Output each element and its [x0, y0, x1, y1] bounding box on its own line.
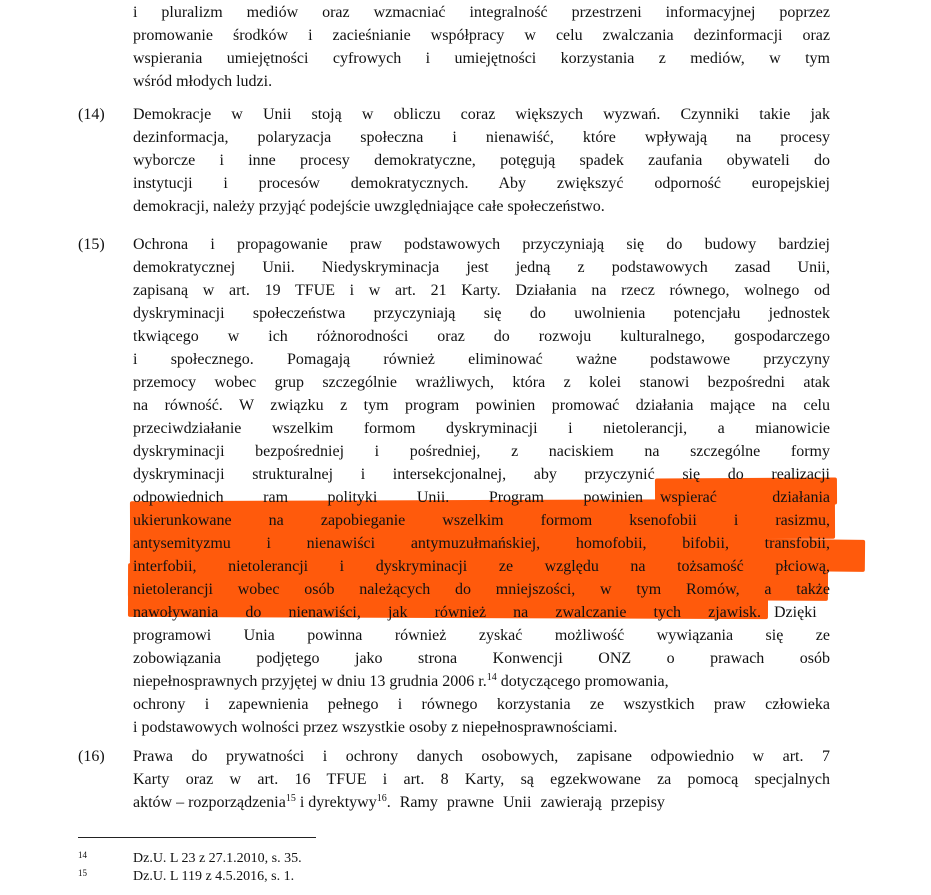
text-line: Dzięki — [774, 604, 817, 621]
text-line: zapisaną w art. 19 TFUE i w art. 21 Karty. Działania na rzecz równego, wolnego od — [133, 282, 830, 299]
footnote-text: Dz.U. L 23 z 27.1.2010, s. 35. — [133, 851, 302, 866]
text-line: zobowiązania podjętego jako strona Konwencji ONZ o prawach osób — [133, 650, 830, 667]
footnote-ref[interactable]: 15 — [285, 793, 296, 804]
text-line: wśród młodych ludzi. — [133, 73, 273, 90]
text-line: wspierania umiejętności cyfrowych i umiejętności korzystania z mediów, w tym — [133, 50, 830, 67]
text-line: tkwiącego w ich różnorodności oraz do rozwoju kulturalnego, gospodarczego — [133, 328, 830, 345]
text-line: przeciwdziałanie wszelkim formom dyskryminacji i nietolerancji, a mianowicie — [133, 420, 830, 437]
text-line: na równość. W związku z tym program powinien promować działania mające na celu — [133, 397, 830, 414]
highlighted-text: ukierunkowane na zapobieganie wszelkim formom ksenofobii i rasizmu, — [133, 512, 830, 529]
text-line — [133, 671, 830, 693]
text-line: dyskryminacji bezpośredniej i pośredniej, z naciskiem na szczególne formy — [133, 443, 830, 460]
text-line: Ochrona i propagowanie praw podstawowych przyczyniają się do budowy bardziej — [133, 236, 830, 253]
text-line: ochrony i zapewnienia pełnego i równego korzystania ze wszystkich praw człowieka — [133, 696, 830, 713]
text-segment: dotyczącego promowania, — [496, 673, 669, 690]
text-line: dezinformacja, polaryzacja społeczna i nienawiść, które wpływają na procesy — [133, 129, 830, 146]
text-segment: . Ramy prawne Unii zawierają przepisy — [386, 794, 665, 811]
highlighted-text: nawoływania do nienawiści, jak również na zwalczanie tych zjawisk. — [133, 604, 761, 621]
footnote-text: Dz.U. L 119 z 4.5.2016, s. 1. — [133, 869, 295, 884]
footnote-number: 15 — [78, 868, 87, 878]
text-line: instytucji i procesów demokratycznych. Aby zwiększyć odporność europejskiej — [133, 175, 830, 192]
footnote-ref[interactable]: 14 — [486, 672, 497, 683]
text-line: wyborcze i inne procesy demokratyczne, potęgują spadek zaufania obywateli do — [133, 152, 830, 169]
text-segment: i dyrektywy — [295, 794, 377, 811]
paragraph-number: (15) — [78, 236, 105, 253]
footnote-divider — [78, 837, 316, 838]
paragraph-number: (14) — [78, 106, 105, 123]
text-line: przemocy wobec grup szczególnie wrażliwych, która z kolei stanowi bezpośredni atak — [133, 374, 830, 391]
highlighted-text: wspierać działania — [660, 489, 830, 506]
footnote-number: 14 — [78, 850, 87, 860]
text-line: i podstawowych wolności przez wszystkie osoby z niepełnosprawnościami. — [133, 719, 618, 736]
text-line: dyskryminacji społeczeństwa przyczyniają się do uwolnienia potencjału jednostek — [133, 305, 830, 322]
highlighted-text: interfobii, nietolerancji i dyskryminacji ze względu na tożsamość płciową, — [133, 558, 830, 575]
text-segment: niepełnosprawnych przyjętej w dniu 13 grudnia 2006 r. — [133, 673, 487, 690]
paragraph-number: (16) — [78, 748, 105, 765]
text-line: promowanie środków i zacieśnianie współpracy w celu zwalczania dezinformacji oraz — [133, 27, 830, 44]
text-line: demokracji, należy przyjąć podejście uwzględniające całe społeczeństwo. — [133, 198, 605, 215]
text-line — [133, 792, 830, 814]
text-line: demokratycznej Unii. Niedyskryminacja jest jedną z podstawowych zasad Unii, — [133, 259, 830, 276]
text-line: Prawa do prywatności i ochrony danych osobowych, zapisane odpowiednio w art. 7 — [133, 748, 830, 765]
text-line: Karty oraz w art. 16 TFUE i art. 8 Karty, są egzekwowane za pomocą specjalnych — [133, 771, 830, 788]
text-line: i pluralizm mediów oraz wzmacniać integralność przestrzeni informacyjnej poprzez — [133, 4, 830, 21]
text-segment: aktów – rozporządzenia — [133, 794, 286, 811]
text-line: programowi Unia powinna również zyskać możliwość wywiązania się ze — [133, 627, 830, 644]
text-line: dyskryminacji strukturalnej i intersekcjonalnej, aby przyczynić się do realizacji — [133, 466, 830, 483]
text-line: odpowiednich ram polityki Unii. Program powinien — [133, 489, 643, 506]
highlighted-text: nietolerancji wobec osób należących do mniejszości, w tym Romów, a także — [133, 581, 830, 598]
text-line: Demokracje w Unii stoją w obliczu coraz większych wyzwań. Czynniki takie jak — [133, 106, 830, 123]
text-line: i społecznego. Pomagają również eliminować ważne podstawowe przyczyny — [133, 351, 830, 368]
highlighted-text: antysemityzmu i nienawiści antymuzułmańskiej, homofobii, bifobii, transfobii, — [133, 535, 830, 552]
footnote-ref[interactable]: 16 — [376, 793, 387, 804]
